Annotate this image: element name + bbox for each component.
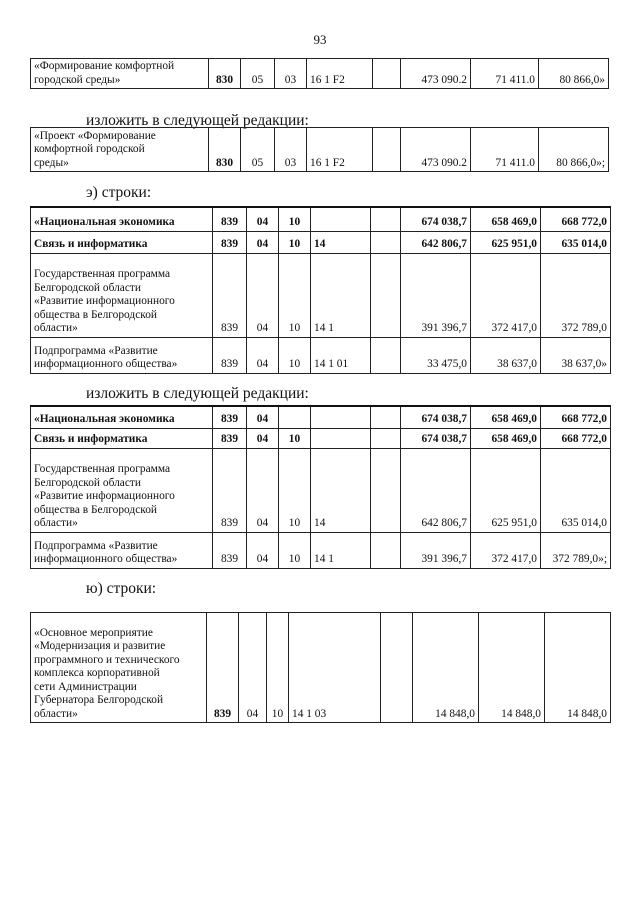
cell-item-name	[31, 613, 207, 723]
table-row	[31, 337, 611, 373]
item-name-line: информационного общества»	[34, 358, 178, 370]
cell-amount-3: 38 637,0»	[541, 337, 611, 373]
cell-csr	[311, 207, 371, 231]
cell-item-name	[31, 59, 209, 89]
cell-pr: 10	[279, 532, 311, 568]
item-name-line: области»	[34, 322, 78, 334]
cell-pr: 10	[279, 231, 311, 253]
cell-amount-3: 80 866,0»;	[539, 128, 609, 172]
cell-csr	[311, 406, 371, 428]
cell-vr	[373, 128, 401, 172]
item-name-line: программного и технического	[34, 653, 180, 666]
item-name-line: «Национальная экономика	[34, 216, 175, 228]
cell-amount-2: 625 951,0	[471, 448, 541, 532]
cell-rz: 04	[247, 253, 279, 337]
cell-gr: 839	[213, 253, 247, 337]
item-name-line: Белгородской области	[34, 281, 141, 294]
cell-amount-1: 674 038,7	[401, 428, 471, 448]
cell-gr: 830	[209, 59, 241, 89]
cell-vr	[381, 613, 413, 723]
cell-amount-1: 391 396,7	[401, 253, 471, 337]
cell-amount-2: 658 469,0	[471, 428, 541, 448]
heading-replace-2: изложить в следующей редакции:	[86, 385, 309, 402]
cell-rz: 04	[247, 448, 279, 532]
table-row	[31, 207, 611, 231]
cell-amount-2: 71 411.0	[471, 59, 539, 89]
cell-amount-1: 473 090.2	[401, 59, 471, 89]
cell-csr	[311, 428, 371, 448]
item-name-line: «Национальная экономика	[34, 413, 175, 425]
item-name-line: Подпрограмма «Развитие	[34, 344, 158, 357]
table-row	[31, 532, 611, 568]
cell-vr	[371, 406, 401, 428]
cell-amount-3: 668 772,0	[541, 207, 611, 231]
cell-csr: 16 1 F2	[307, 128, 373, 172]
cell-amount-3: 80 866,0»	[539, 59, 609, 89]
cell-vr	[371, 337, 401, 373]
cell-amount-3: 14 848,0	[545, 613, 611, 723]
item-name-line: Связь и информатика	[34, 433, 148, 445]
item-name-line: Подпрограмма «Развитие	[34, 539, 158, 552]
cell-csr: 14	[311, 231, 371, 253]
cell-item-name	[31, 128, 209, 172]
item-name-line: «Модернизация и развитие	[34, 640, 166, 652]
cell-item-name	[31, 406, 213, 428]
cell-vr	[371, 448, 401, 532]
item-name-line: информационного общества»	[34, 553, 178, 565]
cell-amount-3: 635 014,0	[541, 448, 611, 532]
cell-amount-1: 642 806,7	[401, 448, 471, 532]
cell-item-name	[31, 253, 213, 337]
item-name-line: «Проект «Формирование	[34, 129, 156, 142]
budget-table-d	[30, 405, 611, 569]
cell-gr: 830	[209, 128, 241, 172]
cell-item-name	[31, 231, 213, 253]
cell-amount-3: 668 772,0	[541, 406, 611, 428]
cell-amount-2: 658 469,0	[471, 406, 541, 428]
cell-pr: 10	[279, 253, 311, 337]
cell-pr: 10	[267, 613, 289, 723]
cell-csr: 14 1	[311, 253, 371, 337]
cell-gr: 839	[213, 406, 247, 428]
item-name-line: «Развитие информационного	[34, 295, 175, 307]
cell-vr	[371, 253, 401, 337]
page-number: 93	[313, 32, 327, 47]
cell-amount-2: 372 417,0	[471, 532, 541, 568]
item-name-line: сети Администрации	[34, 680, 137, 693]
cell-amount-1: 674 038,7	[401, 406, 471, 428]
cell-amount-1: 642 806,7	[401, 231, 471, 253]
budget-table-a	[30, 58, 609, 89]
cell-amount-3: 372 789,0»;	[541, 532, 611, 568]
item-name-line: Государственная программа	[34, 268, 171, 280]
cell-item-name	[31, 532, 213, 568]
cell-csr: 14 1	[311, 532, 371, 568]
cell-pr: 10	[279, 337, 311, 373]
cell-csr: 14 1 03	[289, 613, 381, 723]
table-row	[31, 59, 609, 89]
cell-gr: 839	[213, 428, 247, 448]
cell-vr	[371, 428, 401, 448]
cell-rz: 04	[247, 231, 279, 253]
item-name-line: области»	[34, 707, 78, 720]
cell-csr: 14 1 01	[311, 337, 371, 373]
cell-pr: 03	[275, 59, 307, 89]
cell-rz: 05	[241, 128, 275, 172]
table-row	[31, 428, 611, 448]
item-name-line: общества в Белгородской	[34, 503, 158, 516]
cell-vr	[371, 532, 401, 568]
cell-vr	[371, 231, 401, 253]
item-name-line: Государственная программа	[34, 463, 171, 475]
cell-rz: 05	[241, 59, 275, 89]
table-row	[31, 231, 611, 253]
cell-gr: 839	[213, 207, 247, 231]
cell-amount-3: 372 789,0	[541, 253, 611, 337]
cell-item-name	[31, 428, 213, 448]
cell-amount-2: 625 951,0	[471, 231, 541, 253]
table-row	[31, 253, 611, 337]
cell-gr: 839	[213, 448, 247, 532]
item-name-line: комплекса корпоративной	[34, 667, 160, 679]
budget-table-b	[30, 127, 609, 172]
cell-amount-1: 674 038,7	[401, 207, 471, 231]
item-name-line: области»	[34, 517, 78, 529]
cell-gr: 839	[213, 231, 247, 253]
cell-rz: 04	[239, 613, 267, 723]
cell-gr: 839	[213, 532, 247, 568]
cell-rz: 04	[247, 337, 279, 373]
item-name-line: общества в Белгородской	[34, 308, 158, 321]
cell-amount-2: 372 417,0	[471, 253, 541, 337]
item-name-line: среды»	[34, 156, 69, 169]
cell-rz: 04	[247, 406, 279, 428]
budget-table-c	[30, 206, 611, 374]
cell-amount-1: 473 090.2	[401, 128, 471, 172]
cell-pr: 10	[279, 207, 311, 231]
table-row	[31, 406, 611, 428]
heading-section-e: э) строки:	[86, 184, 152, 201]
item-name-line: «Основное мероприятие	[34, 626, 153, 639]
cell-item-name	[31, 207, 213, 231]
heading-replace-1: изложить в следующей редакции:	[86, 112, 309, 129]
item-name-line: Белгородской области	[34, 476, 141, 489]
cell-amount-3: 635 014,0	[541, 231, 611, 253]
heading-section-yu: ю) строки:	[86, 580, 157, 597]
table-row	[31, 128, 609, 172]
table-row	[31, 613, 611, 723]
table-row	[31, 448, 611, 532]
cell-rz: 04	[247, 428, 279, 448]
cell-rz: 04	[247, 532, 279, 568]
cell-pr: 03	[275, 128, 307, 172]
item-name-line: «Формирование комфортной	[34, 60, 175, 72]
item-name-line: комфортной городской	[34, 143, 145, 155]
cell-amount-2: 14 848,0	[479, 613, 545, 723]
cell-item-name	[31, 448, 213, 532]
item-name-line: Связь и информатика	[34, 238, 148, 250]
cell-vr	[371, 207, 401, 231]
cell-pr: 10	[279, 448, 311, 532]
cell-rz: 04	[247, 207, 279, 231]
item-name-line: «Развитие информационного	[34, 490, 175, 502]
cell-amount-2: 71 411.0	[471, 128, 539, 172]
cell-amount-3: 668 772,0	[541, 428, 611, 448]
cell-gr: 839	[207, 613, 239, 723]
item-name-line: городской среды»	[34, 73, 121, 86]
cell-amount-1: 33 475,0	[401, 337, 471, 373]
cell-amount-1: 391 396,7	[401, 532, 471, 568]
cell-amount-2: 658 469,0	[471, 207, 541, 231]
cell-pr	[279, 406, 311, 428]
cell-csr: 14	[311, 448, 371, 532]
cell-csr: 16 1 F2	[307, 59, 373, 89]
cell-amount-2: 38 637,0	[471, 337, 541, 373]
cell-item-name	[31, 337, 213, 373]
budget-table-e	[30, 612, 611, 723]
item-name-line: Губернатора Белгородской	[34, 694, 164, 706]
cell-amount-1: 14 848,0	[413, 613, 479, 723]
cell-gr: 839	[213, 337, 247, 373]
cell-pr: 10	[279, 428, 311, 448]
cell-vr	[373, 59, 401, 89]
